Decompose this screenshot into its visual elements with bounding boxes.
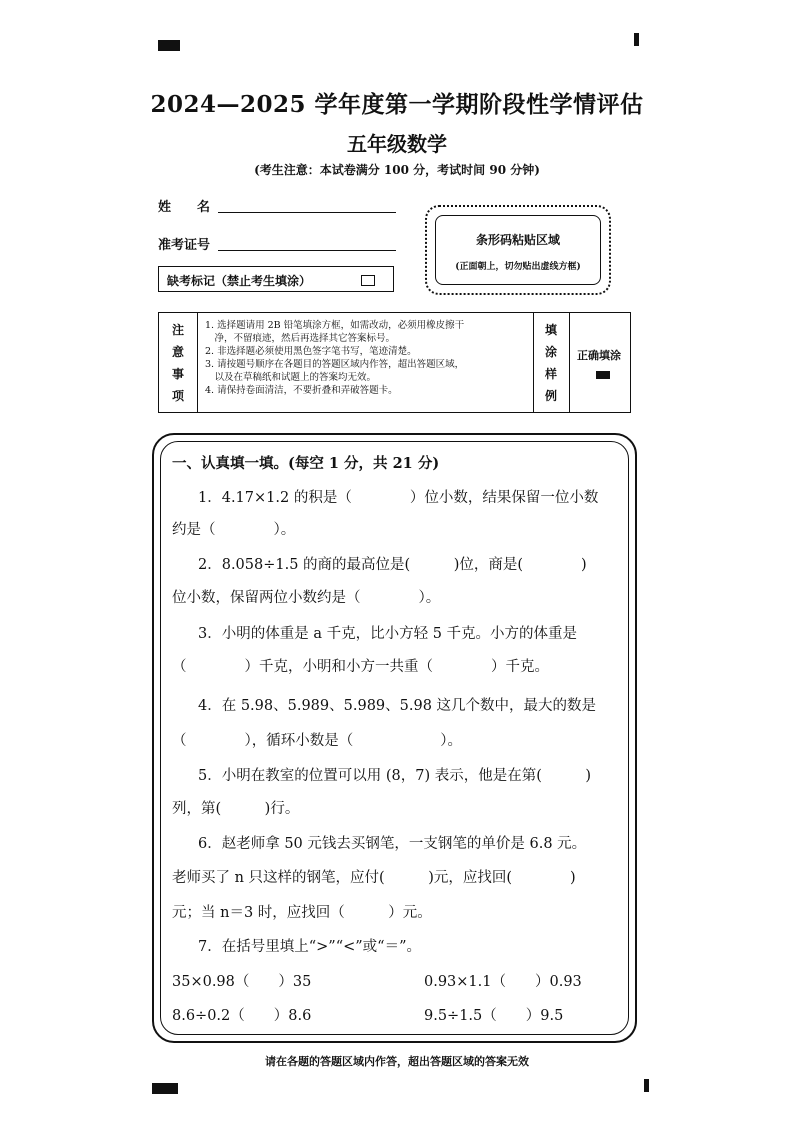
alignment-mark-top-right xyxy=(634,33,639,46)
question-3-line-1: 3．小明的体重是 a 千克，比小方轻 5 千克。小方的体重是 xyxy=(198,626,578,642)
compare-row-1-right: 0.93×1.1（ ）0.93 xyxy=(424,974,582,990)
notice-item: 净，不留痕迹，然后再选择其它答案标号。 xyxy=(205,333,396,344)
compare-row-2-left: 8.6÷0.2（ ）8.6 xyxy=(172,1008,312,1024)
name-label: 姓 名 xyxy=(158,200,211,215)
question-4-line-1: 4．在 5.98、5.989、5.989、5.98 这几个数中，最大的数是 xyxy=(198,698,597,714)
section-1 xyxy=(172,0,622,1123)
fill-example-label: 填 涂 样 例 xyxy=(544,323,557,403)
question-7-line-1: 7．在括号里填上“>”“<”或“＝”。 xyxy=(198,939,422,955)
notice-item: 4. 请保持卷面清洁，不要折叠和弄破答题卡。 xyxy=(205,385,398,396)
question-1-line-2: 约是（ ）。 xyxy=(172,522,296,538)
question-2-line-1: 2．8.058÷1.5 的商的最高位是( )位，商是( ) xyxy=(198,557,587,573)
notice-item: 2. 非选择题必须使用黑色签字笔书写，笔迹清楚。 xyxy=(205,346,417,357)
page-title: 2024—2025 学年度第一学期阶段性学情评估 xyxy=(150,91,644,118)
exam-number-label: 准考证号 xyxy=(158,238,211,253)
alignment-mark-bottom-right xyxy=(644,1079,649,1092)
correct-fill-label: 正确填涂 xyxy=(577,349,621,362)
notice-item: 3. 请按题号顺序在各题目的答题区域内作答，超出答题区域， xyxy=(205,359,465,370)
question-6-line-3: 元；当 n＝3 时，应找回（ ）元。 xyxy=(172,905,432,921)
question-5-line-2: 列，第( )行。 xyxy=(172,801,300,817)
question-6-line-1: 6．赵老师拿 50 元钱去买钢笔，一支钢笔的单价是 6.8 元。 xyxy=(198,836,587,852)
question-2-line-2: 位小数，保留两位小数约是（ ）。 xyxy=(172,590,441,606)
absent-mark-label: 缺考标记（禁止考生填涂） xyxy=(167,274,312,288)
question-5-line-1: 5．小明在教室的位置可以用 (8，7) 表示，他是在第( ) xyxy=(198,768,592,784)
notice-item: 以及在草稿纸和试题上的答案均无效。 xyxy=(205,372,377,383)
question-4-line-2: （ ），循环小数是（ ）。 xyxy=(172,733,462,749)
barcode-area-hint: (正面朝上，切勿贴出虚线方框) xyxy=(455,262,581,272)
footer-note: 请在各题的答题区域内作答，超出答题区域的答案无效 xyxy=(265,1055,529,1068)
exam-note: (考生注意：本试卷满分 100 分，考试时间 90 分钟) xyxy=(254,163,540,177)
page-subtitle: 五年级数学 xyxy=(347,132,447,156)
question-6-line-2: 老师买了 n 只这样的钢笔，应付( )元，应找回( ) xyxy=(172,870,576,886)
notice-item: 1. 选择题请用 2B 铅笔填涂方框，如需改动，必须用橡皮擦干 xyxy=(205,320,465,331)
notice-label: 注 意 事 项 xyxy=(171,323,184,403)
compare-row-1-left: 35×0.98（ ）35 xyxy=(172,974,312,990)
compare-row-2-right: 9.5÷1.5（ ）9.5 xyxy=(424,1008,564,1024)
barcode-area-title: 条形码粘贴区域 xyxy=(475,233,560,247)
question-1-line-1: 1．4.17×1.2 的积是（ ）位小数，结果保留一位小数 xyxy=(198,490,599,506)
section-1-title: 一、认真填一填。(每空 1 分，共 21 分) xyxy=(172,455,440,472)
question-3-line-2: （ ）千克，小明和小方一共重（ ）千克。 xyxy=(172,659,549,675)
